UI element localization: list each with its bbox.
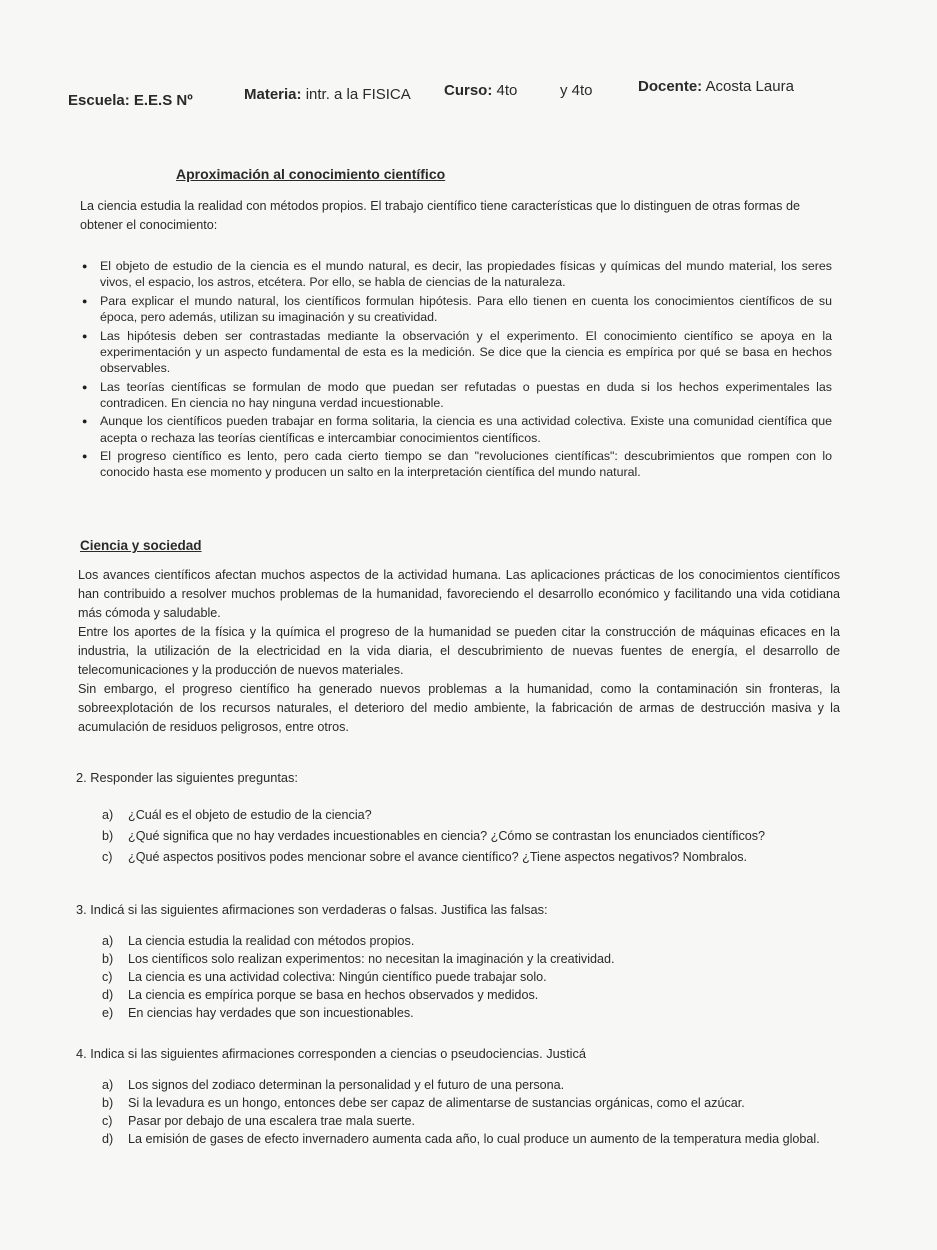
- list-item: [102, 1094, 854, 1112]
- course-extra: y 4to: [560, 82, 593, 99]
- item-text: ¿Qué aspectos positivos podes mencionar sobre el avance científico? ¿Tiene aspectos negativos? Nombralos.: [128, 850, 748, 864]
- item-marker: c): [102, 1114, 113, 1128]
- item-text: La ciencia es empírica porque se basa en hechos observados y medidos.: [128, 988, 539, 1002]
- page-title: Aproximación al conocimiento científico: [176, 166, 446, 182]
- item-marker: b): [102, 829, 114, 843]
- item-marker: b): [102, 1096, 114, 1110]
- teacher: [638, 78, 794, 95]
- document-header: [68, 78, 848, 118]
- question-4-heading: 4. Indica si las siguientes afirmaciones corresponden a ciencias o pseudociencias. Justicá: [76, 1046, 587, 1061]
- item-marker: a): [102, 934, 114, 948]
- paragraph: Entre los aportes de la física y la química el progreso de la humanidad se pueden citar la construcción de máquinas eficaces en la industria, la utilización de la electricidad en la vida diaria, el descubrimiento de nuevas fuentes de energía, el desarrollo de telecomunicaciones y la producción de nuevos materiales.: [78, 625, 840, 677]
- item-text: ¿Cuál es el objeto de estudio de la ciencia?: [128, 808, 372, 822]
- subject: [244, 86, 411, 103]
- school-label: Escuela: E.E.S Nº: [68, 92, 193, 109]
- section-title: Ciencia y sociedad: [80, 538, 202, 553]
- list-item: [102, 986, 847, 1004]
- list-item: [102, 1112, 854, 1130]
- item-text: En ciencias hay verdades que son incuestionables.: [128, 1006, 414, 1020]
- list-item: ● El objeto de estudio de la ciencia es el mundo natural, es decir, las propiedades físicas y químicas del mundo material, los seres vivos, el espacio, los astros, etcétera. Por ello, se habla de ciencias de la naturaleza.: [82, 258, 832, 290]
- course-value: 4to: [496, 82, 518, 99]
- item-marker: a): [102, 1078, 114, 1092]
- item-text: Los signos del zodiaco determinan la personalidad y el futuro de una persona.: [128, 1078, 565, 1092]
- item-marker: c): [102, 850, 113, 864]
- subject-label: Materia:: [244, 86, 302, 103]
- item-text: ¿Qué significa que no hay verdades incuestionables en ciencia? ¿Cómo se contrastan los enunciados científicos?: [128, 829, 766, 843]
- item-marker: c): [102, 970, 113, 984]
- list-item: ● El progreso científico es lento, pero cada cierto tiempo se dan "revoluciones científicas": descubrimientos que rompen con lo conocido hasta ese momento y producen un salto en la interpretación científica del mundo natural.: [82, 448, 832, 480]
- question-4-list: [102, 1076, 854, 1148]
- list-item: ● Para explicar el mundo natural, los científicos formulan hipótesis. Para ello tienen en cuenta los conocimientos científicos de su época, pero además, utilizan su imaginación y su creatividad.: [82, 293, 832, 325]
- list-item: [102, 827, 847, 845]
- list-item: ● Las teorías científicas se formulan de modo que puedan ser refutadas o puestas en duda si los hechos experimentales las contradicen. En ciencia no hay ninguna verdad incuestionable.: [82, 379, 832, 411]
- item-marker: a): [102, 808, 114, 822]
- question-2-list: [102, 806, 847, 866]
- item-text: Si la levadura es un hongo, entonces debe ser capaz de alimentarse de sustancias orgánicas, como el azúcar.: [128, 1096, 745, 1110]
- teacher-value: Acosta Laura: [705, 78, 794, 95]
- teacher-label: Docente:: [638, 78, 703, 95]
- question-3-list: [102, 932, 847, 1022]
- subject-value: intr. a la FISICA: [305, 86, 411, 103]
- characteristics-list: [82, 258, 832, 483]
- list-item: [102, 806, 847, 824]
- section-body: [78, 566, 840, 737]
- item-text: Los científicos solo realizan experimentos: no necesitan la imaginación y la creatividad.: [128, 952, 615, 966]
- course: [444, 82, 517, 99]
- list-item: [102, 950, 847, 968]
- list-item: ● Las hipótesis deben ser contrastadas mediante la observación y el experimento. El conocimiento científico se apoya en la experimentación y un aspecto fundamental de esta es la medición. Se dice que la ciencia es empírica por qué se basa en hechos observables.: [82, 328, 832, 377]
- item-text: La ciencia estudia la realidad con métodos propios.: [128, 934, 415, 948]
- item-text: La ciencia es una actividad colectiva: Ningún científico puede trabajar solo.: [128, 970, 547, 984]
- list-item: [102, 1004, 847, 1022]
- list-item: [102, 848, 847, 866]
- list-item: [102, 932, 847, 950]
- list-item: [102, 968, 847, 986]
- question-3-heading: 3. Indicá si las siguientes afirmaciones son verdaderas o falsas. Justifica las falsas:: [76, 902, 548, 917]
- item-marker: e): [102, 1006, 114, 1020]
- item-marker: d): [102, 1132, 114, 1146]
- item-marker: d): [102, 988, 114, 1002]
- question-2-heading: 2. Responder las siguientes preguntas:: [76, 770, 298, 785]
- list-item: [102, 1130, 854, 1148]
- list-item: ● Aunque los científicos pueden trabajar en forma solitaria, la ciencia es una actividad colectiva. Existe una comunidad científica que acepta o rechaza las teorías científicas e intercambiar conocimientos científicos.: [82, 413, 832, 445]
- intro-paragraph: La ciencia estudia la realidad con métodos propios. El trabajo científico tiene características que lo distinguen de otras formas de obtener el conocimiento:: [80, 199, 800, 232]
- paragraph: Sin embargo, el progreso científico ha generado nuevos problemas a la humanidad, como la contaminación sin fronteras, la sobreexplotación de los recursos naturales, el deterioro del medio ambiente, la fabricación de armas de destrucción masiva y la acumulación de residuos peligrosos, entre otros.: [78, 682, 840, 734]
- item-text: Pasar por debajo de una escalera trae mala suerte.: [128, 1114, 416, 1128]
- list-item: [102, 1076, 854, 1094]
- course-label: Curso:: [444, 82, 493, 99]
- paragraph: Los avances científicos afectan muchos aspectos de la actividad humana. Las aplicaciones prácticas de los conocimientos científicos han contribuido a resolver muchos problemas de la humanidad, favoreciendo el desarrollo económico y facilitando una vida cotidiana más cómoda y saludable.: [78, 568, 840, 620]
- item-text: La emisión de gases de efecto invernadero aumenta cada año, lo cual produce un aumento de la temperatura media global.: [128, 1132, 820, 1146]
- item-marker: b): [102, 952, 114, 966]
